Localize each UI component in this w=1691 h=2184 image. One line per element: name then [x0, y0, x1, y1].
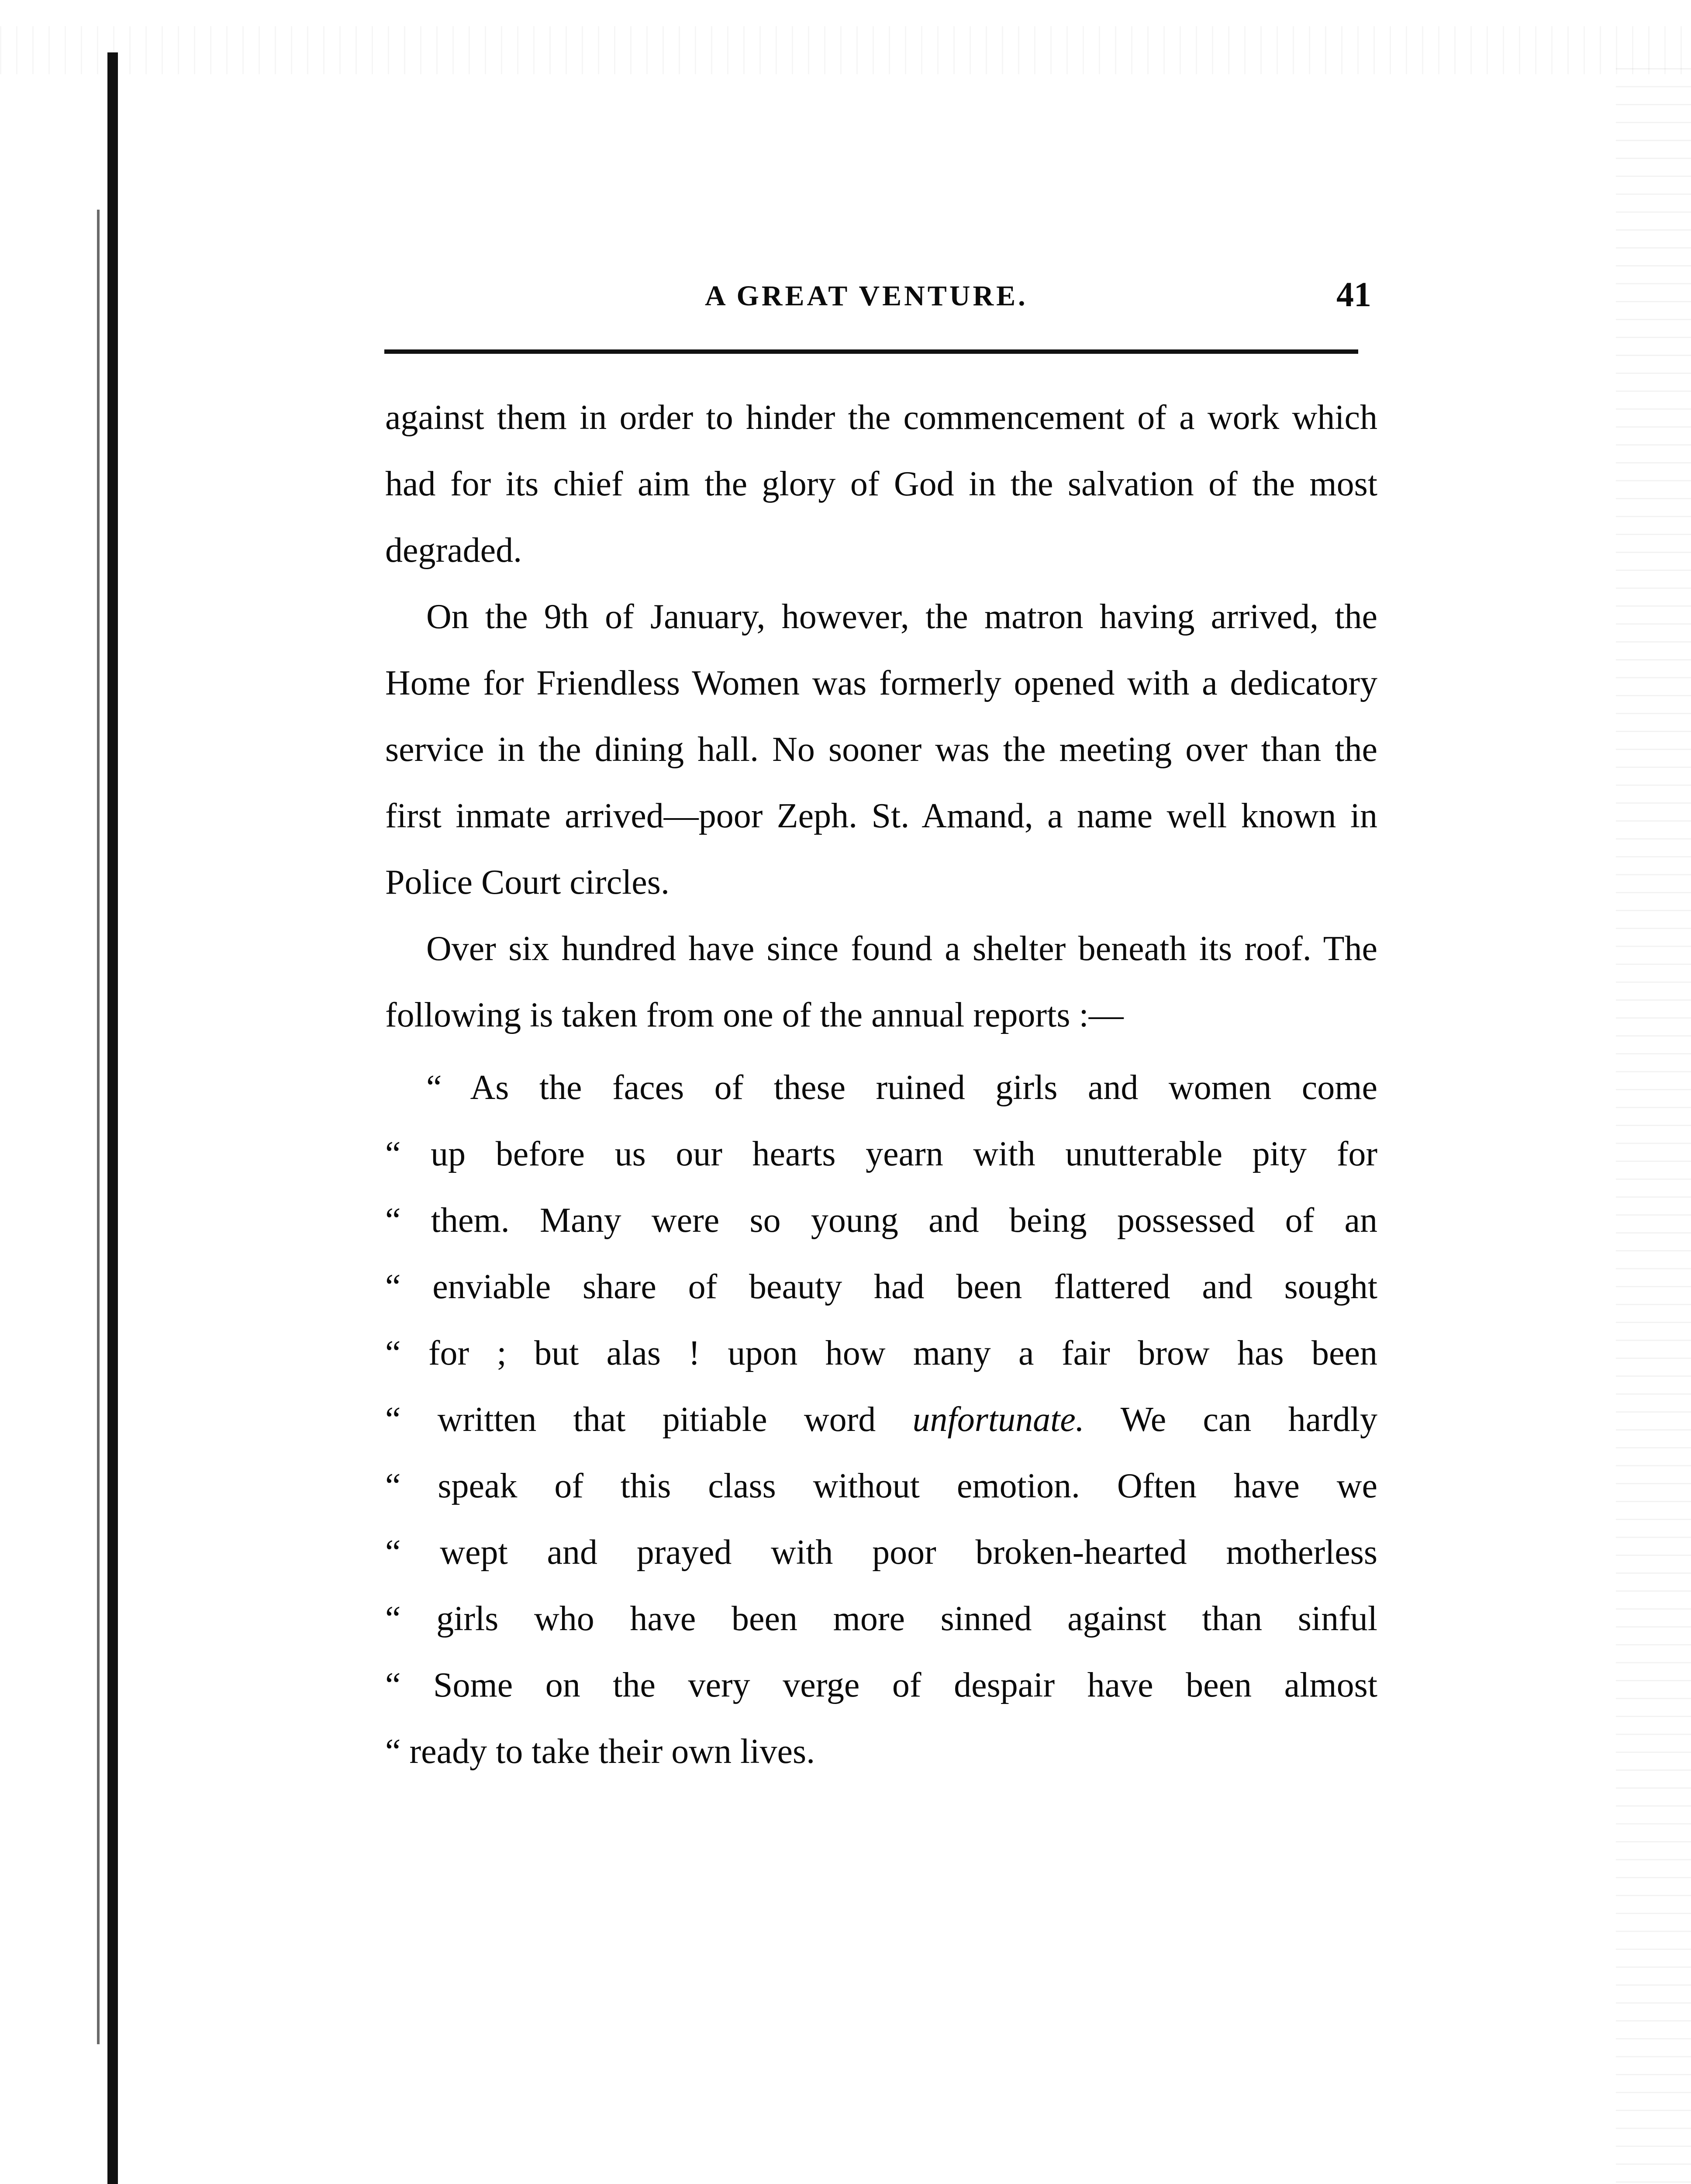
- quote-line: “ up before us our hearts yearn with unutterable pity for: [385, 1135, 1377, 1173]
- quote-line: “ As the faces of these ruined girls and women come: [426, 1068, 1377, 1107]
- paragraph-2: On the 9th of January, however, the matron having arrived, the Home for Friendless Women was formerly opened with a dedicatory service in the dining hall. No sooner was the meeting over than the first inmate arrived—poor Zeph. St. Amand, a name well known in Police Court circles.: [385, 598, 1377, 902]
- quote-line: “ them. Many were so young and being possessed of an: [385, 1201, 1377, 1240]
- paragraph-1: against them in order to hinder the commencement of a work which had for its chief aim the glory of God in the salvation of the most degraded.: [385, 398, 1377, 570]
- page-number: 41: [1336, 276, 1371, 314]
- italic-word: unfortunate.: [912, 1400, 1084, 1439]
- quote-line-lead: “ written that pitiable word: [385, 1400, 876, 1439]
- quote-line: “ ready to take their own lives.: [385, 1732, 815, 1771]
- scan-speckle-top: [0, 26, 1691, 74]
- header-rule: [384, 349, 1358, 354]
- quote-line: “ speak of this class without emotion. Often have we: [385, 1467, 1377, 1505]
- binding-edge: [107, 52, 118, 2184]
- quote-line: “ girls who have been more sinned against than sinful: [385, 1600, 1377, 1638]
- quote-line: “ for ; but alas ! upon how many a fair brow has been: [385, 1334, 1377, 1372]
- scan-speckle-right: [1616, 52, 1691, 2184]
- quotation: [385, 1054, 1377, 1785]
- quote-line-with-italic: [385, 1386, 1377, 1453]
- page-body: [385, 384, 1377, 1785]
- quote-line-tail: We can hardly: [1120, 1400, 1378, 1439]
- binding-edge-thin: [97, 210, 100, 2044]
- quote-line: “ wept and prayed with poor broken-hearted motherless: [385, 1533, 1377, 1572]
- running-title: A GREAT VENTURE.: [705, 280, 1028, 312]
- quote-line: “ enviable share of beauty had been flattered and sought: [385, 1268, 1377, 1306]
- quote-line: “ Some on the very verge of despair have been almost: [385, 1666, 1377, 1704]
- running-head: [380, 274, 1384, 318]
- paragraph-3: Over six hundred have since found a shelter beneath its roof. The following is taken from one of the annual reports :—: [385, 930, 1377, 1034]
